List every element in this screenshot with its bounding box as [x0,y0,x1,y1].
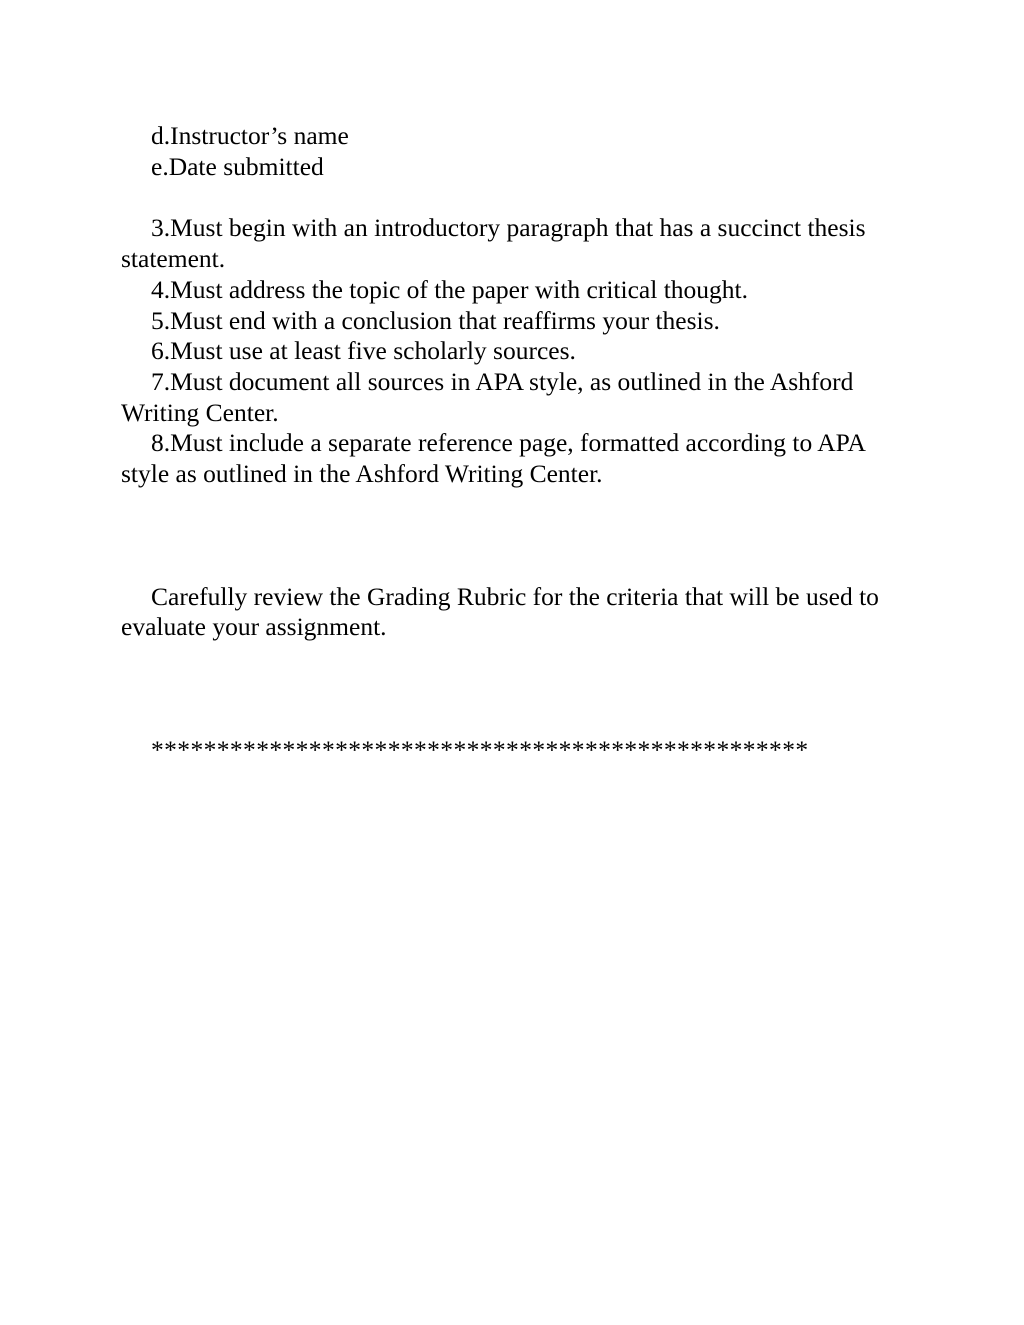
requirement-4: 4.Must address the topic of the paper with critical thought. [151,274,748,304]
paragraph-spacer [121,490,911,582]
requirement-6: 6.Must use at least five scholarly sources. [151,336,576,366]
document-body [121,121,911,766]
grading-rubric-note: Carefully review the Grading Rubric for the criteria that will be used to evaluate your assignment. [121,581,879,642]
paragraph-spacer [121,182,911,213]
requirement-8: 8.Must include a separate reference page, formatted according to APA style as outlined in the Ashford Writing Center. [121,428,865,489]
paragraph-spacer [121,643,911,735]
requirement-7: 7.Must document all sources in APA style, as outlined in the Ashford Writing Center. [121,366,854,427]
requirement-3: 3.Must begin with an introductory paragraph that has a succinct thesis statement. [121,213,866,274]
requirement-5: 5.Must end with a conclusion that reaffirms your thesis. [151,305,720,335]
asterisk-separator: ************************************************** [151,735,809,765]
list-item-date-submitted: e.Date submitted [151,151,324,181]
list-item-instructor-name: d.Instructor’s name [151,121,349,150]
